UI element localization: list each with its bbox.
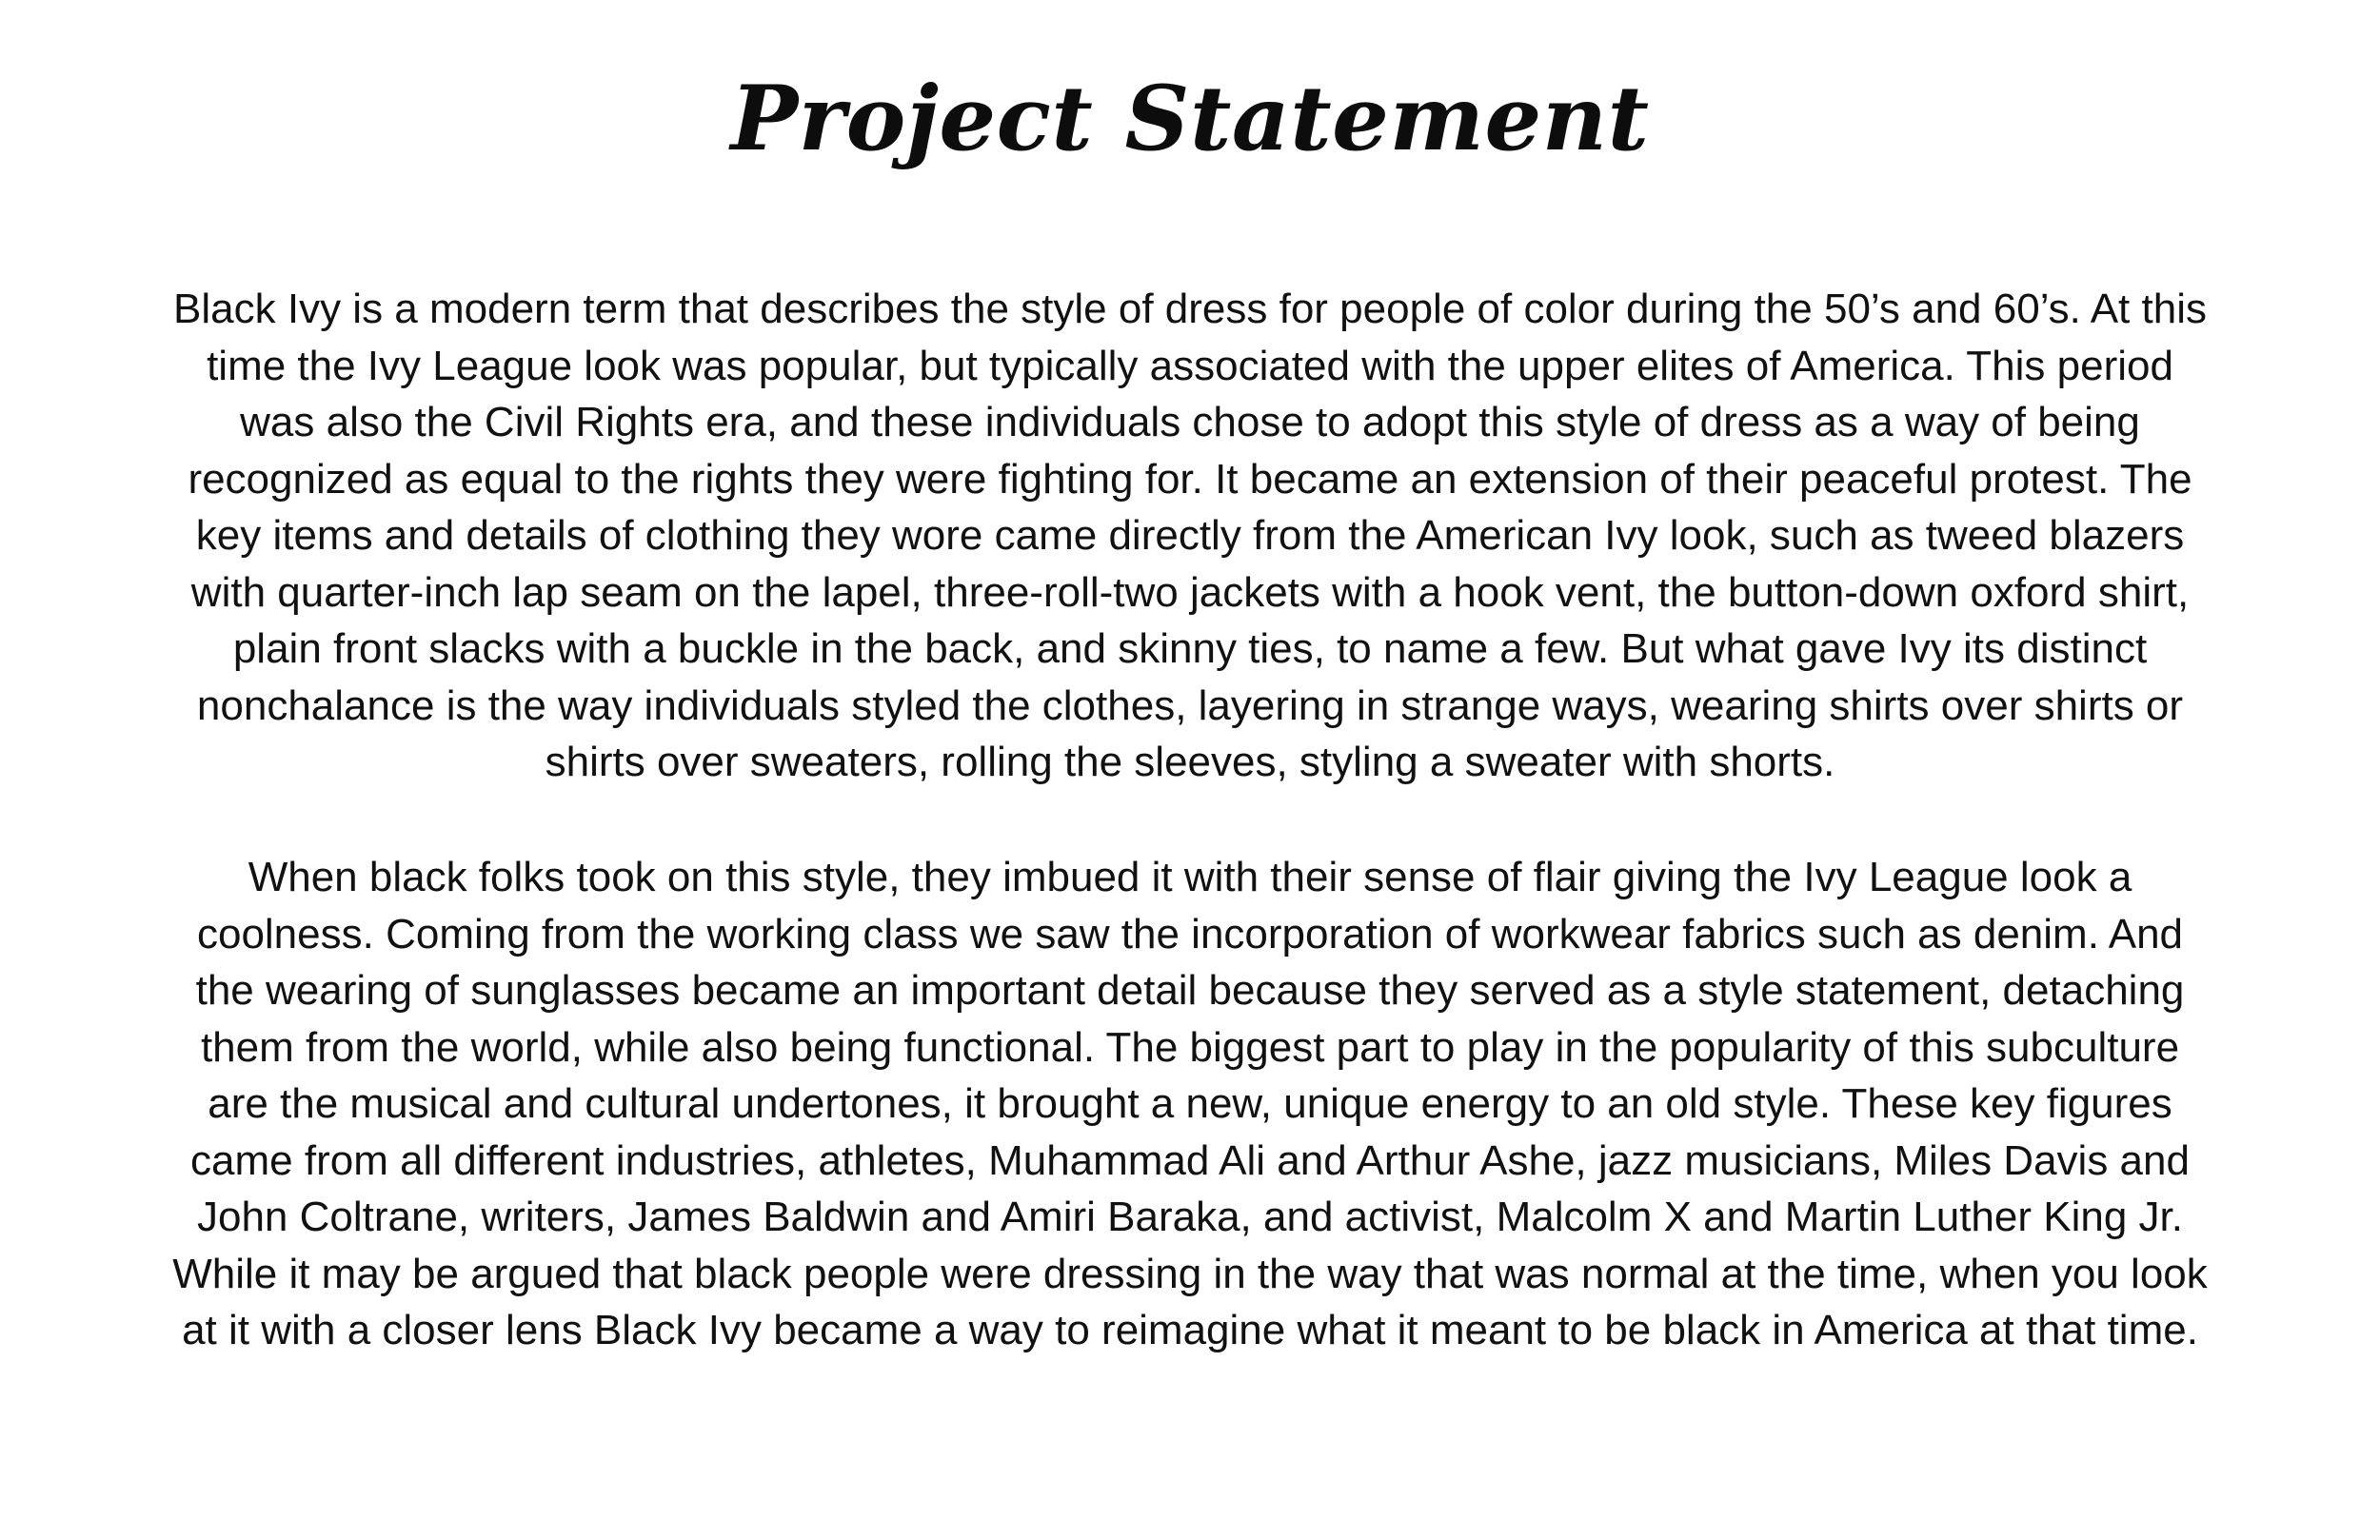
paragraph-intro: Black Ivy is a modern term that describes the style of dress for people of color during the 50’s and 60’s. At this time the Ivy League look was popular, but typically associated with the upper elites of America. This period was also the Civil Rights era, and these individuals chose to adopt this style of dress as a way of being recognized as equal to the rights they were fighting for. It became an extension of their peaceful protest. The key items and details of clothing they wore came directly from the American Ivy look, such as tweed blazers with quarter-inch lap seam on the lapel, three-roll-two jackets with a hook vent, the button-down oxford shirt, plain front slacks with a buckle in the back, and skinny ties, to name a few. But what gave Ivy its distinct nonchalance is the way individuals styled the clothes, layering in strange ways, wearing shirts over shirts or shirts over sweaters, rolling the sleeves, styling a sweater with shorts. <box>173 286 2207 785</box>
paragraph-cultural-impact: When black folks took on this style, they imbued it with their sense of flair giving the Ivy League look a coolness. Coming from the working class we saw the incorporation of workwear fabrics such as denim. And the wearing of sunglasses became an important detail because they served as a style statement, detaching them from the world, while also being functional. The biggest part to play in the popularity of this subculture are the musical and cultural undertones, it brought a new, unique energy to an old style. These key figures came from all different industries, athletes, Muhammad Ali and Arthur Ashe, jazz musicians, Miles Davis and John Coltrane, writers, James Baldwin and Amiri Baraka, and activist, Malcolm X and Martin Luther King Jr. While it may be argued that black people were dressing in the way that was normal at the time, when you look at it with a closer lens Black Ivy became a way to reimagine what it meant to be black in America at that time. <box>172 854 2208 1353</box>
page-title: Project Statement <box>730 67 1650 171</box>
